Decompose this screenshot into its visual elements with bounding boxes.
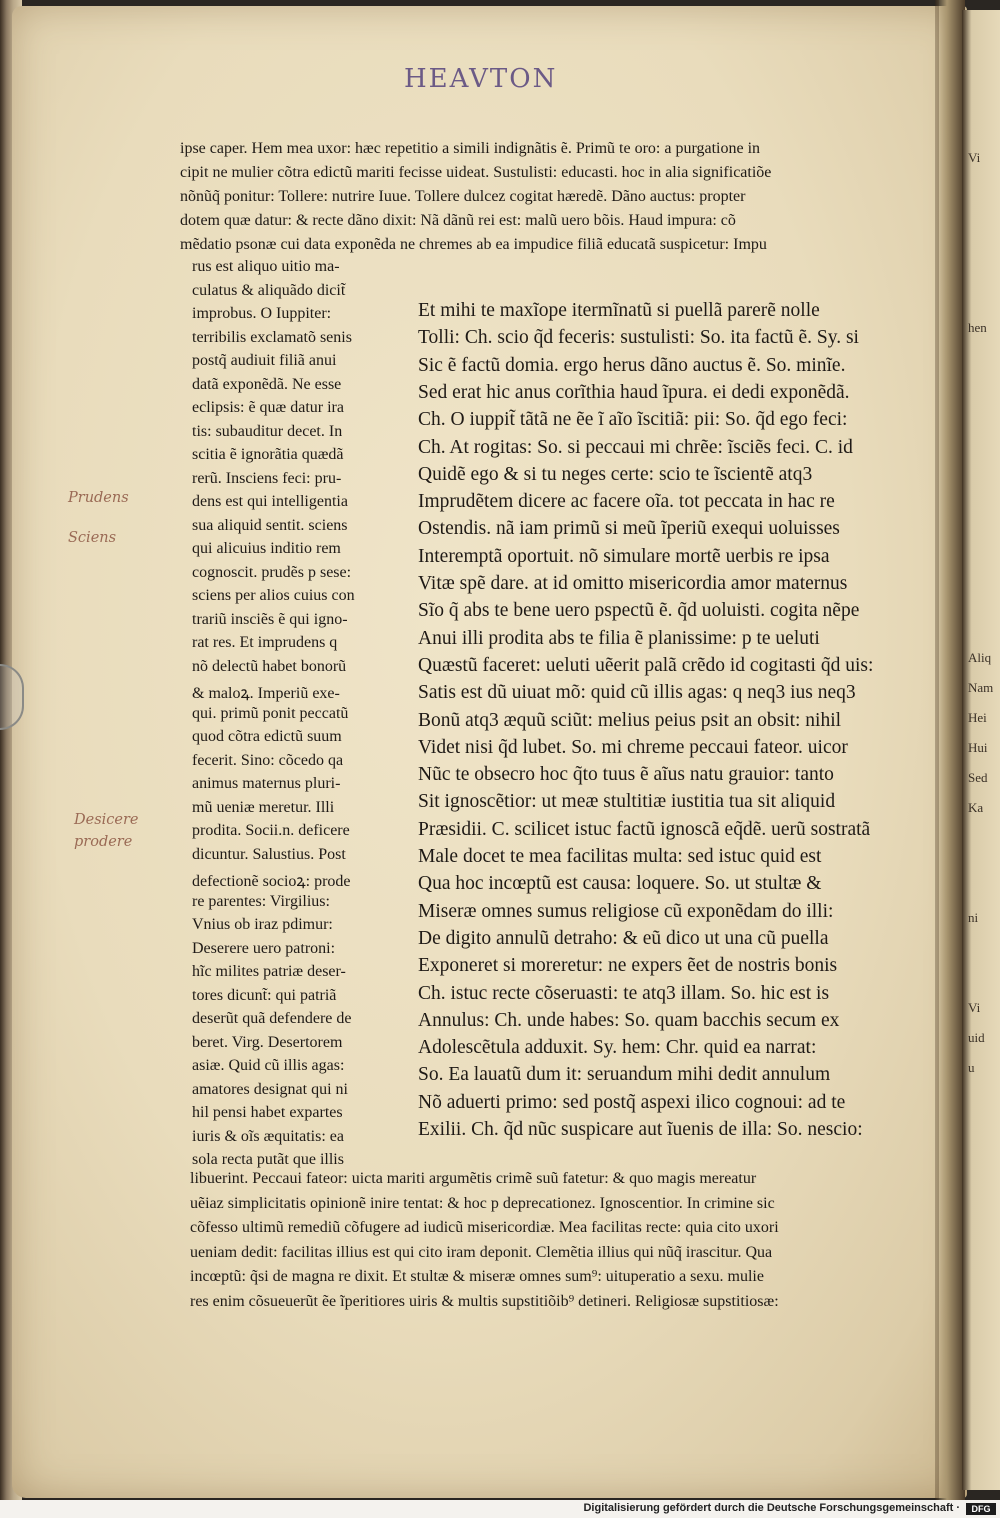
commentary-line: deserũt quã defendere de — [192, 1010, 352, 1027]
footer-credit: Digitalisierung gefördert durch die Deutsche Forschungsgemeinschaft · — [583, 1502, 960, 1514]
verse-line: Et mihi te maxĩope itermĩnatũ si puellã parerẽ nolle — [418, 300, 820, 321]
commentary-line: asiæ. Quid cũ illis agas: — [192, 1057, 345, 1074]
commentary-line: cõfesso ultimũ remediũ cõfugere ad iudicũ misericordiæ. Mea facilitas recte: quia cito uxori — [190, 1219, 779, 1236]
commentary-line: sola recta putãt que illis — [192, 1151, 344, 1168]
verse-line: De digito annulũ detraho: & eũ dico ut una cũ puella — [418, 927, 829, 949]
verse-line: Tolli: Ch. scio q̃d feceris: sustulisti: So. ita factũ ẽ. Sy. si — [418, 327, 859, 349]
commentary-line: rus est aliquo uitio ma- — [192, 258, 340, 275]
commentary-line: defectionẽ socioꝝ: prode — [192, 873, 351, 890]
marginal-note: Prudens — [68, 490, 129, 506]
commentary-line: hil pensi habet expartes — [192, 1104, 343, 1121]
verse-line: Interemptã oportuit. nõ simulare mortẽ uerbis re ipsa — [418, 545, 830, 567]
marginal-note: Sciens — [68, 530, 117, 546]
facing-page-fragment: u — [968, 1060, 975, 1075]
verse-line: Ch. At rogitas: So. si peccaui mi chrẽe: ĩsciẽs feci. C. id — [418, 436, 853, 458]
commentary-line: mũ ueniæ meretur. Illi — [192, 798, 335, 816]
commentary-line: improbus. O Iuppiter: — [192, 305, 332, 322]
commentary-line: sciens per alios cuius con — [192, 587, 355, 604]
verse-line: Anui illi prodita abs te filia ẽ planissime: p te ueluti — [418, 627, 820, 649]
commentary-line: fecerit. Sino: cõcedo qa — [192, 751, 344, 769]
commentary-line: culatus & aliquãdo dicit̃ — [192, 281, 346, 299]
commentary-line: dens est qui intelligentia — [192, 493, 348, 510]
digitization-footer — [0, 1500, 1000, 1518]
verse-line: Ch. istuc recte cõseruasti: te atq3 illam. So. hic est is — [418, 982, 830, 1004]
commentary-line: Deserere uero patroni: — [192, 939, 336, 957]
verse-line: Quæstũ faceret: ueluti uẽerit palã crẽdo id cogitasti q̃d uis: — [418, 654, 874, 676]
commentary-line: datã exponẽdã. Ne esse — [192, 375, 342, 393]
verse-line: Ch. O iuppit̃ tãtã ne ẽe ĩ aĩo ĩscitiã: pii: So. q̃d ego feci: — [418, 409, 848, 431]
commentary-line: qui alicuius inditio rem — [192, 540, 341, 557]
commentary-line: dotem quæ datur: & recte dãno dixit: Nã dãnũ rei est: malũ uero bõis. Haud impura: cõ — [180, 212, 736, 229]
commentary-line: terribilis exclamatõ senis — [192, 328, 352, 346]
verse-line: Exilii. Ch. q̃d nũc suspicare aut ĩuenis de illa: So. nescio: — [418, 1119, 863, 1140]
commentary-line: hĩc milites patriæ deser- — [192, 963, 346, 980]
verse-line: Satis est dũ uiuat mõ: quid cũ illis agas: q neq3 ius neq3 — [418, 682, 856, 704]
commentary-line: res enim cõsueuerũt ẽe ĩperitiores uiris & multis supstitiõib⁹ detineri. Religiosæ supstitiosæ: — [190, 1292, 779, 1310]
facing-page-fragment: Ka — [968, 800, 984, 815]
gutter-shadow — [935, 0, 939, 1500]
commentary-line: scitia ẽ ignorãtia quædã — [192, 446, 344, 463]
verse-line: Bonũ atq3 æquũ sciũt: melius peius psit an obsit: nihil — [418, 709, 842, 731]
commentary-line: & maloꝝ. Imperiũ exe- — [192, 685, 340, 702]
commentary-line: mẽdatio psonæ cui data exponẽda ne chremes ab ea impudice filiã educatã suspicetur: Impu — [180, 236, 767, 253]
verse-line: Videt nisi q̃d lubet. So. mi chreme peccaui fateor. uicor — [418, 736, 848, 758]
verse-line: Ostendis. nã iam primũ si meũ ĩperiũ exequi uoluisses — [418, 518, 840, 540]
verse-line: Sed erat hic anus corĩthia haud ĩpura. ei dedi exponẽdã. — [418, 381, 850, 403]
commentary-line: amatores designat qui ni — [192, 1080, 348, 1098]
verse-line: Exponeret si moreretur: ne expers ẽet de nostris bonis — [418, 955, 838, 977]
commentary-line: Vnius ob iraz pdimur: — [192, 916, 333, 933]
verse-line: Sĩo q̃ abs te bene uero pspectũ ẽ. q̃d uoluisti. cogita nẽpe — [418, 600, 860, 622]
commentary-line: tis: subauditur decet. In — [192, 422, 343, 440]
facing-page-fragment: Aliq — [968, 650, 992, 665]
verse-line: So. Ea lauatũ dum it: seruandum mihi dedit annulum — [418, 1064, 831, 1086]
facing-page-fragment: Nam — [968, 680, 994, 695]
dfg-logo: DFG — [966, 1503, 996, 1515]
verse-line: Sic ẽ factũ domia. ergo herus dãno auctus ẽ. So. minĩe. — [418, 354, 846, 376]
commentary-line: incœptũ: q̃si de magna re dixit. Et stultæ & miseræ omnes sum⁹: uituperatio a sexu. mulie — [190, 1268, 764, 1285]
facing-page-fragment: ni — [968, 910, 979, 925]
commentary-line: trariũ insciẽs ẽ qui igno- — [192, 610, 348, 628]
facing-page-fragment: Vi — [968, 150, 981, 165]
commentary-line: nõnũq̃ ponitur: Tollere: nutrire Iuue. Tollere dulcez cogitat hæredẽ. Dãno auctus: propter — [180, 188, 746, 205]
verse-line: Quidẽ ego & si tu neges certe: scio te ĩscientẽ atq3 — [418, 463, 813, 485]
verse-line: Miseræ omnes sumus religiose cũ exponẽdam do illi: — [418, 900, 834, 922]
facing-page-fragment: uid — [968, 1030, 985, 1045]
verse-line: Nõ aduerti primo: sed postq̃ aspexi ilico cognoui: ad te — [418, 1091, 846, 1113]
commentary-line: dicuntur. Salustius. Post — [192, 845, 346, 863]
commentary-line: rerũ. Insciens feci: pru- — [192, 469, 342, 487]
verse-line: Imprudẽtem dicere ac facere oĩa. tot peccata in hac re — [418, 491, 835, 513]
commentary-line: iuris & oĩs æquitatis: ea — [192, 1127, 344, 1145]
commentary-line: qui. primũ ponit peccatũ — [192, 704, 349, 722]
commentary-line: rat res. Et imprudens q — [192, 634, 338, 651]
verse-line: Vitæ spẽ dare. at id omitto misericordia amor maternus — [418, 573, 848, 594]
verse-line: Adolescẽtula adduxit. Sy. hem: Chr. quid ea narrat: — [418, 1037, 817, 1059]
commentary-line: beret. Virg. Desertorem — [192, 1033, 343, 1051]
running-head: HEAVTON — [404, 64, 558, 94]
commentary-line: animus maternus pluri- — [192, 775, 341, 792]
commentary-line: cognoscit. prudẽs p sese: — [192, 563, 352, 581]
facing-page-fragment: hen — [968, 320, 987, 335]
verse-line: Male docet te mea facilitas multa: sed istuc quid est — [418, 846, 822, 867]
verse-line: Præsidii. C. scilicet istuc factũ ignoscã eq̃dẽ. uerũ sostratã — [418, 818, 871, 840]
verse-line: Annulus: Ch. unde habes: So. quam bacchis secum ex — [418, 1009, 840, 1031]
facing-page-fragment: Hei — [968, 710, 987, 725]
commentary-line: uẽiaz simplicitatis opinionẽ inire tentat: & hoc p deprecationez. Ignoscentior. In crimine sic — [190, 1194, 775, 1212]
commentary-line: cipit ne mulier cõtra edictũ mariti fecisse uideat. Sustulisti: educasti. hoc in alia significatiõe — [180, 164, 772, 181]
commentary-line: ueniam dedit: facilitas illius est qui cito iram deponit. Clemẽtia illius qui nũq̃ irascitur. Qua — [190, 1243, 773, 1261]
verse-line: Qua hoc incœptũ est causa: loquere. So. ut stultæ & — [418, 873, 822, 895]
commentary-line: quod cõtra edictũ suum — [192, 728, 342, 745]
commentary-line: postq̃ audiuit filiã anui — [192, 352, 337, 369]
facing-page-edge — [962, 10, 1000, 1490]
commentary-line: eclipsis: ẽ quæ datur ira — [192, 399, 344, 416]
commentary-line: libuerint. Peccaui fateor: uicta mariti argumẽtis crimẽ suũ fatetur: & quo magis mereatur — [190, 1170, 757, 1187]
marginal-note: prodere — [74, 834, 133, 850]
facing-page-fragment: Sed — [968, 770, 988, 785]
commentary-line: prodita. Socii.n. deficere — [192, 822, 350, 839]
verse-line: Sit ignoscẽtior: ut meæ stultitiæ iustitia tua sit aliquid — [418, 791, 836, 813]
marginal-note: Desicere — [74, 812, 139, 828]
verse-line: Nũc te obsecro hoc q̃to tuus ẽ aĩus natu grauior: tanto — [418, 764, 834, 786]
commentary-line: re parentes: Virgilius: — [192, 892, 330, 910]
commentary-line: ipse caper. Hem mea uxor: hæc repetitio a simili indignãtis ẽ. Primũ te oro: a purgatione in — [180, 140, 761, 157]
facing-page-fragment: Hui — [968, 740, 988, 755]
book-gutter — [935, 0, 965, 1500]
commentary-line: tores dicunt̃: qui patriã — [192, 986, 337, 1004]
commentary-line: sua aliquid sentit. sciens — [192, 516, 348, 534]
commentary-line: nõ delectũ habet bonorũ — [192, 657, 347, 675]
facing-page-fragment: Vi — [968, 1000, 981, 1015]
